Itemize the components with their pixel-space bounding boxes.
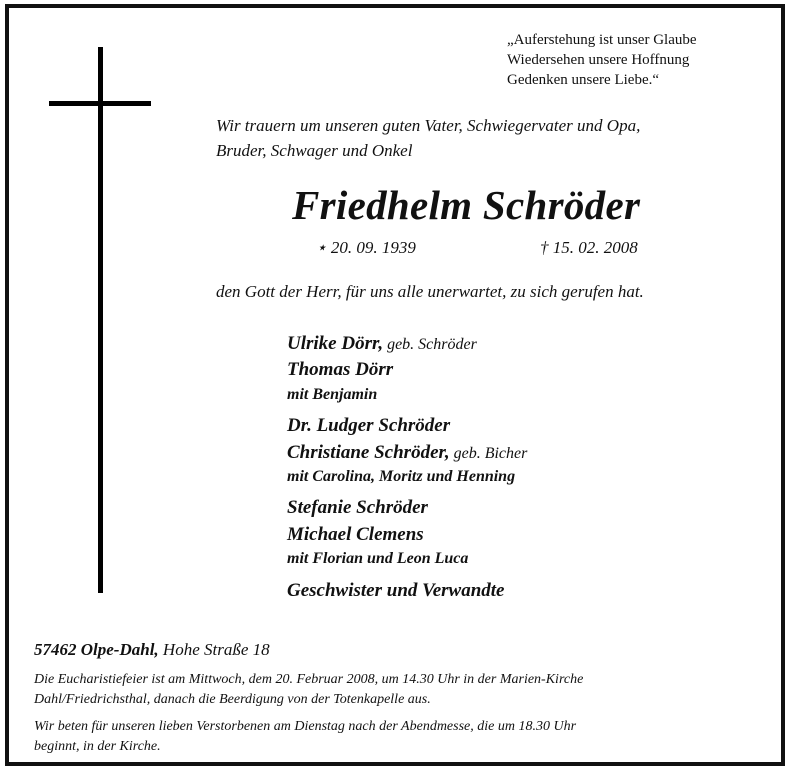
- birth-date: ⋆ 20. 09. 1939: [316, 238, 416, 257]
- family-member-ludger: Dr. Ludger Schröder: [287, 415, 451, 436]
- family-name: Christiane Schröder,: [287, 442, 450, 463]
- family-children: mit Florian und Leon Luca: [287, 550, 469, 567]
- prayer-line-2: beginnt, in der Kirche.: [34, 739, 161, 754]
- cross-icon-bar: [49, 101, 151, 106]
- family-member-ulrike: [287, 333, 477, 355]
- prayer-line-1: Wir beten für unseren lieben Verstorbenen am Dienstag nach der Abendmesse, die um 18.30 Uhr: [34, 719, 577, 734]
- quote-block: [507, 30, 697, 90]
- relatives-line: Geschwister und Verwandte: [287, 580, 505, 601]
- family-member-christiane: [287, 442, 527, 464]
- quote-line: Gedenken unsere Liebe.“: [507, 72, 660, 88]
- intro-line-1: Wir trauern um unseren guten Vater, Schwiegervater und Opa,: [216, 116, 641, 135]
- death-date: † 15. 02. 2008: [540, 238, 638, 257]
- address-line: [34, 640, 270, 660]
- cross-icon: [98, 47, 103, 593]
- deceased-name: Friedhelm Schröder: [292, 182, 641, 228]
- family-children: mit Benjamin: [287, 386, 378, 403]
- family-name: Ulrike Dörr,: [287, 333, 384, 354]
- quote-line: Wiedersehen unsere Hoffnung: [507, 52, 690, 68]
- address-street: Hohe Straße 18: [162, 640, 270, 659]
- maiden-name-note: geb. Bicher: [453, 445, 528, 462]
- funeral-line-2: Dahl/Friedrichsthal, danach die Beerdigung von der Totenkapelle aus.: [34, 692, 431, 707]
- maiden-name-note: geb. Schröder: [387, 336, 477, 353]
- intro-line-2: Bruder, Schwager und Onkel: [216, 141, 413, 160]
- prayer-paragraph: [34, 717, 779, 757]
- family-member-michael: Michael Clemens: [287, 524, 424, 545]
- family-member-stefanie: Stefanie Schröder: [287, 497, 428, 518]
- funeral-paragraph: [34, 670, 779, 710]
- intro-text: [216, 113, 640, 163]
- address-place: 57462 Olpe-Dahl,: [34, 640, 159, 659]
- statement-text: den Gott der Herr, für uns alle unerwartet, zu sich gerufen hat.: [216, 282, 644, 301]
- funeral-line-1: Die Eucharistiefeier ist am Mittwoch, dem 20. Februar 2008, um 14.30 Uhr in der Marien-Kirche: [34, 672, 584, 687]
- family-children: mit Carolina, Moritz und Henning: [287, 468, 516, 485]
- quote-line: „Auferstehung ist unser Glaube: [507, 32, 697, 48]
- family-member-thomas: Thomas Dörr: [287, 359, 394, 380]
